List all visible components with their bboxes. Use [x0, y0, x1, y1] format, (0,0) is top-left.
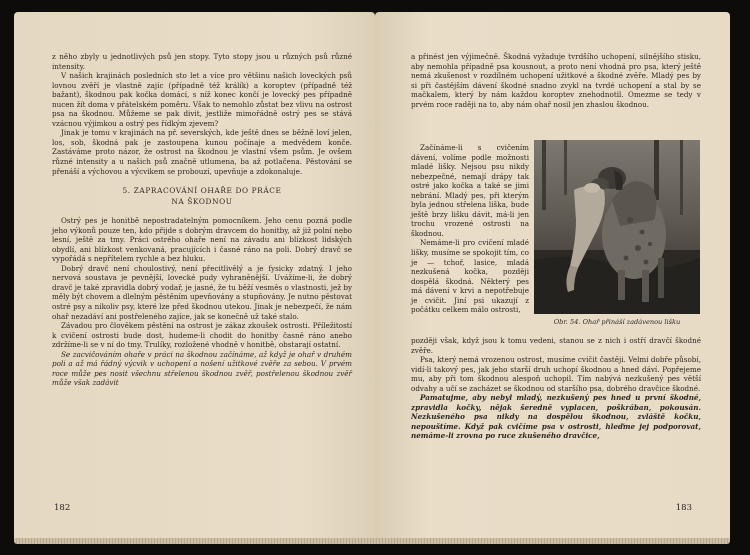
- left-page: [14, 12, 375, 543]
- right-text-column-top: [411, 52, 701, 109]
- page-number: 182: [54, 503, 71, 513]
- paragraph: Závadou pro člověkem pěstění na ostrost je zákaz zkoušek ostrosti. Příležitostí k cvičení ostrosti bude dost, hudeme-li chodit do honitby časně ráno anebo zdržíme-li se v ní do tmy. Trulíky, rozložené vhodně v honitbě, obstarají ostatní.: [52, 321, 352, 350]
- right-text-column-bottom: [411, 336, 701, 441]
- paragraph: a přinést jen výjimečně. Škodná vyžaduje tvrdšího uchopení, silnějšího stisku, aby nemohla případně psa kousnout, a proto není vhodná pro psa, který ještě nemá zkušenost v rozdílném uchopení užitkové a škodné zvěře. Mladý pes by si při častějším dávení škodné snadno zvykl na tvrdé uchopení a stal by se mačkalem, který by nám každou koroptev znehodnotil. Omezme se tedy v prvém roce raději na to, aby nám ohař nosil jen zhaslou škodnou.: [411, 52, 701, 109]
- paragraph: Ostrý pes je honitbě nepostradatelným pomocníkem. Jeho cenu pozná podle jeho výkonů pouze ten, kdo přijde s dobrým dravcem do honitby, až již polní nebo lesní, ještě za tmy. Práci ostrého ohaře není na závadu ani blízkost lidských obydlí, ani blízkost venkovaná, pracujících i časné ráno na poli. Dobrý dravč se vypořádá s nepřítelem rychle a bez hluku.: [52, 216, 352, 264]
- italic-paragraph: Se zacvičováním ohaře v práci na škodnou začínáme, až když je ohař v druhém poli a až má řádný výcvik v uchopení a nošení užitkové zvěře za sebou. V prvém roce může pes nosit všechnu střelenou škodnou zvěř, postřelenou škodnou zvěř může však zadávit: [52, 349, 352, 388]
- paragraph: později však, když jsou k tomu vedeni, stanou se z nich i ostří dravčí škodné zvěře.: [411, 336, 701, 355]
- paragraph: Psa, který nemá vrozenou ostrost, musíme cvičit častěji. Velmi dobře působí, vidí-li takový pes, jak jeho starší druh uchopí škodnou a hned dáví. Popřejeme mu, aby při tom škodnou alespoň uchopil. Tím nabývá nezkušený pes větší odvahy a učí se zacházet se škodnou od staršího psa, dobrého dravčice škodné.: [411, 355, 701, 393]
- page-edges: [14, 538, 730, 544]
- paragraph: Nemáme-li pro cvičení mladé lišky, musíme se spokojit tím, co je — tchoř, lasice, mladá nezkušená kočka, později dospělá škodná. Některý pes má dávení v krvi a nepotřebuje je cvičit. Jiní psi ukazují z počátku celkem málo ostrosti,: [411, 238, 529, 315]
- right-page: [375, 12, 730, 543]
- section-title-subline: NA ŠKODNOU: [171, 197, 233, 207]
- right-narrow-column: [411, 143, 529, 315]
- paragraph: V našich krajinách posledních sto let a více pro většinu našich loveckých psů lovnou zvěří je vlastně zajíc (případně též králík) a koroptev (případně též bažant), škodnou pak kočka domácí, s níž konec končí je lovecký pes případně nucen žít doma v přátelském poměru. Však to nemohlo zůstat bez vlivu na ostrost psa na škodnou. Můžeme se pak divit, jestliže mimořádně ostrý pes se stává vzácnou výjimkou a ostrý pes řídkým zjevem?: [52, 71, 352, 128]
- left-text-column: [52, 52, 352, 388]
- dog-photo: [534, 140, 700, 314]
- paragraph: Začínáme-li s cvičením dávení, volíme podle možnosti mladé lišky. Nejsou psu nikdy nebezpečné, nemají drápy tak ostré jako kočka a také se jimi nebrání. Mladý pes, při kterým byla jednou střelena liška, bude ještě brzy lišku dávit, má-li jen trochu vrozené ostrosti na škodnou.: [411, 143, 529, 238]
- paragraph: Jinak je tomu v krajinách na př. severských, kde ještě dnes se běžně loví jelen, los, sob, škodná pak je zastoupena kunou počínaje a medvědem konče. Zastáváme proto názor, že ostrost na škodnou je vlastní všem psům. Je ovšem různé intensity a u našich psů značně utlumena, ba až potlačena. Pěstování se přenáší a výchovou a výcvikem se probouzí, upevňuje a zdokonaluje.: [52, 128, 352, 176]
- figure-caption: Obr. 54. Ohař přináší zadávenou lišku: [553, 318, 681, 326]
- section-title: 5. ZAPRACOVÁNÍ OHAŘE DO PRÁCE: [122, 186, 282, 196]
- page-number: 183: [675, 503, 692, 513]
- paragraph: z něho zbyly u jednotlivých psů jen stopy. Tyto stopy jsou u různých psů různé intensity.: [52, 52, 352, 71]
- paragraph: Dobrý dravč není choulostivý, není přecitlivělý a je fysicky zdatný. I jeho nervová soustava je pevnější, lovecké pudy vyhraněnější. Uvážíme-li, že dobrý dravč je také zpravidla dobrý vodař, je jasné, že tu běží vesměs o vlastnosti, jež by měly být chovem a dlelným pěstěním upevňovány a stupňovány. Je nutno pěstovat ostré psy a nikoliv psy, které lze před škodnou utekou. Jinak je nebezpečí, že nám ohař nezadáví ani postřeleného zajíce, jak se konečně už také stalo.: [52, 263, 352, 321]
- italic-paragraph: Pamatujme, aby nebyl mladý, nezkušený pes hned u první škodné, zpravidla kočky, nějak šeredně vyplacen, poškrában, pokousán. Nezkušeného psa nikdy na dospělou škodnou, zvláště kočku, nepouštíme. Když pak cvičíme psa v ostrosti, hleďme jej podporovat, nemáme-li zrovna po ruce zkušeného dravčice,: [411, 393, 701, 441]
